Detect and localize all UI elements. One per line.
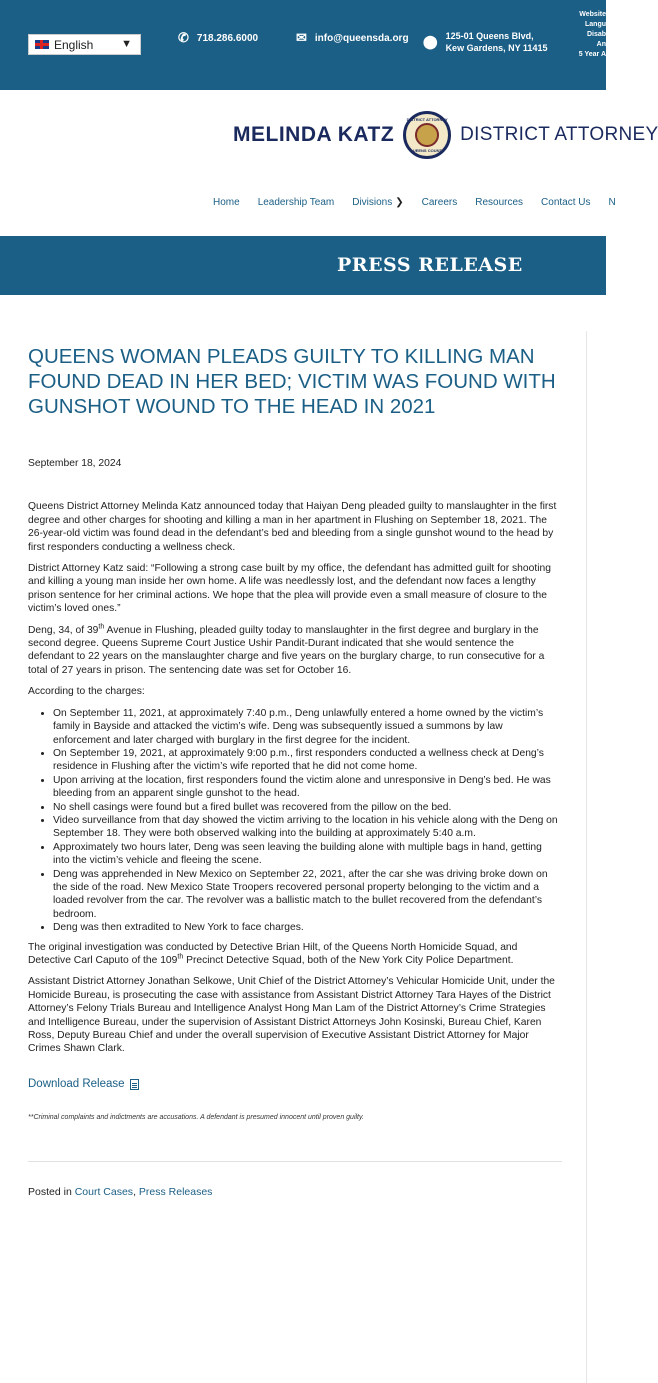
uk-flag-icon xyxy=(35,40,49,49)
nav-divisions[interactable] xyxy=(352,197,403,208)
page-banner xyxy=(0,236,606,295)
top-right-links[interactable] xyxy=(570,10,606,60)
paragraph-5-a: The original investigation was conducted by Detective Brian Hilt, of the Queens North Homicide Squad, and Detective Carl Caputo of the 109 xyxy=(28,941,518,966)
address-link[interactable] xyxy=(423,30,547,54)
list-item: • No shell casings were found but a fired bullet was recovered from the pillow on the bed. xyxy=(53,801,560,814)
address-line-1: 125-01 Queens Blvd, xyxy=(445,31,534,41)
category-separator: , xyxy=(133,1185,139,1198)
paragraph-6: Assistant District Attorney Jonathan Selkowe, Unit Chief of the District Attorney’s Vehicular Homicide Unit, under the Homicide Bureau, is prosecuting the case with assistance from Assistant District Attorney Tara Hayes of the District Attorney’s Felony Trials Bureau and Intelligence Analyst Hong Man Lam of the District Attorney’s Crime Strategies and Intelligence Bureau, under the supervision of Assistant District Attorneys John Kosinski, Bureau Chief, Karen Ross, Deputy Bureau Chief and under the overall supervision of Executive Assistant District Attorney for Major Crimes Shawn Clark. xyxy=(28,976,555,1055)
map-pin-icon: ⬤ xyxy=(423,34,438,49)
county-seal-icon xyxy=(403,111,451,159)
email-link[interactable] xyxy=(296,30,409,46)
category-press-releases[interactable]: Press Releases xyxy=(138,1185,213,1198)
list-item: • Deng was then extradited to New York to face charges. xyxy=(53,921,560,934)
download-release-link[interactable] xyxy=(28,1078,560,1091)
phone-link[interactable] xyxy=(178,30,258,46)
paragraph-3-b: Avenue in Flushing, pleaded guilty today to manslaughter in the first degree and burglary in the second degree. Queens Supreme Court Justice Ushir Pandit-Durant indicated that she would sentence the defendant to 22 years on the manslaughter charge and five years on the burglary charge, to run consecutive for a total of 27 years in prison. The sentencing date was set for October 16. xyxy=(28,624,545,676)
disclaimer: **Criminal complaints and indictments are accusations. A defendant is presumed innocent until proven guilty. xyxy=(28,1114,364,1122)
seal-emblem xyxy=(415,123,439,147)
phone-number: 718.286.6000 xyxy=(196,32,259,44)
email-address: info@queensda.org xyxy=(314,32,409,44)
paragraph-5-b: Precinct Detective Squad, both of the New York City Police Department. xyxy=(183,955,514,966)
envelope-icon: ✉ xyxy=(296,30,307,45)
nav-leadership-team[interactable]: Leadership Team xyxy=(257,197,335,208)
list-item: • On September 11, 2021, at approximately 7:40 p.m., Deng unlawfully entered a home owned by the victim’s family in Bayside and attacked the victim’s wife. Deng was subsequently issued a summons by law enforcement and later charged with burglary in the first degree for the incident. xyxy=(53,707,560,747)
paragraph-3-sup: th xyxy=(98,623,105,631)
chevron-down-icon: ❯ xyxy=(395,197,404,208)
category-court-cases[interactable]: Court Cases xyxy=(74,1185,134,1198)
list-item: • Approximately two hours later, Deng was seen leaving the building alone with multiple bags in hand, getting into the victim’s vehicle and fleeing the scene. xyxy=(53,841,560,868)
list-item: • Deng was apprehended in New Mexico on September 22, 2021, after the car she was driving broke down on the side of the road. New Mexico State Troopers recovered personal property belonging to the victim and a loaded revolver from the car. The revolver was a ballistic match to the bullet recovered from the defendant’s bedroom. xyxy=(53,868,560,922)
paragraph-3 xyxy=(28,624,560,678)
main-nav xyxy=(213,197,634,208)
language-select[interactable] xyxy=(28,34,141,55)
article xyxy=(28,344,560,1199)
caret-down-icon: ▼ xyxy=(121,38,132,50)
nav-contact-us[interactable]: Contact Us xyxy=(541,197,591,208)
paragraph-4: According to the charges: xyxy=(28,686,145,698)
charges-list xyxy=(43,707,560,935)
pdf-icon xyxy=(130,1079,139,1090)
language-value: English xyxy=(54,37,94,52)
seal-top-text: DISTRICT ATTORNEY xyxy=(406,117,448,122)
nav-home[interactable]: Home xyxy=(213,197,240,208)
list-item: • Video surveillance from that day showed the victim arriving to the location in his vehicle along with the Deng on September 18. They were both observed walking into the building at approximately 5:40 a.m. xyxy=(53,814,560,841)
posted-prefix: Posted in xyxy=(28,1185,75,1198)
phone-icon: ✆ xyxy=(178,30,189,45)
logo-name: MELINDA KATZ xyxy=(233,123,395,146)
paragraph-5 xyxy=(28,941,560,968)
list-item: • Upon arriving at the location, first responders found the victim alone and unresponsive in Deng’s bed. He was bleeding from an apparent single gunshot to the head. xyxy=(53,774,560,801)
paragraph-2: District Attorney Katz said: “Following a strong case built by my office, the defendant has admitted guilt for shooting and killing a young man inside her own home. A life was needlessly lost, and the defendant now faces a lengthy prison sentence for her criminal actions. We hope that the plea will provide even a small measure of closure to the victim’s loved ones.” xyxy=(28,563,551,615)
top-right-line-5: 5 Year A xyxy=(578,51,606,58)
banner-title: PRESS RELEASE xyxy=(337,254,523,276)
posted-in xyxy=(28,1186,560,1199)
top-right-line-2: Langu xyxy=(585,21,606,28)
top-right-line-1: Website xyxy=(579,11,606,18)
seal-bottom-text: QUEENS COUNTY xyxy=(409,148,445,153)
download-release-label: Download Release xyxy=(28,1077,125,1090)
logo-title: DISTRICT ATTORNEY xyxy=(460,124,658,145)
article-headline: QUEENS WOMAN PLEADS GUILTY TO KILLING MAN FOUND DEAD IN HER BED; VICTIM WAS FOUND WITH GUNSHOT WOUND TO THE HEAD IN 2021 xyxy=(28,345,556,418)
nav-divisions-label: Divisions xyxy=(352,197,393,208)
paragraph-3-a: Deng, 34, of 39 xyxy=(28,624,99,636)
nav-careers[interactable]: Careers xyxy=(421,197,458,208)
site-logo[interactable] xyxy=(233,111,658,159)
article-date: September 18, 2024 xyxy=(28,458,122,469)
top-right-line-4: An xyxy=(596,41,606,48)
paragraph-1: Queens District Attorney Melinda Katz announced today that Haiyan Deng pleaded guilty to manslaughter in the first degree and other charges for shooting and killing a man in her apartment in Flushing on September 18, 2021. The 26-year-old victim was found dead in the defendant’s bed and bleeding from a single gunshot wound to the head by first responders conducting a wellness check. xyxy=(28,501,557,553)
nav-resources[interactable]: Resources xyxy=(475,197,524,208)
sidebar-divider xyxy=(586,331,587,1383)
paragraph-5-sup: th xyxy=(177,953,184,961)
nav-more[interactable]: N xyxy=(608,197,616,208)
address-line-2: Kew Gardens, NY 11415 xyxy=(445,43,548,53)
top-right-line-3: Disab xyxy=(586,31,606,38)
top-bar xyxy=(0,0,606,90)
divider xyxy=(28,1161,562,1162)
list-item: • On September 19, 2021, at approximately 9:00 p.m., first responders conducted a wellness check at Deng’s residence in Flushing after the victim’s wife reported that he did not come home. xyxy=(53,747,560,774)
